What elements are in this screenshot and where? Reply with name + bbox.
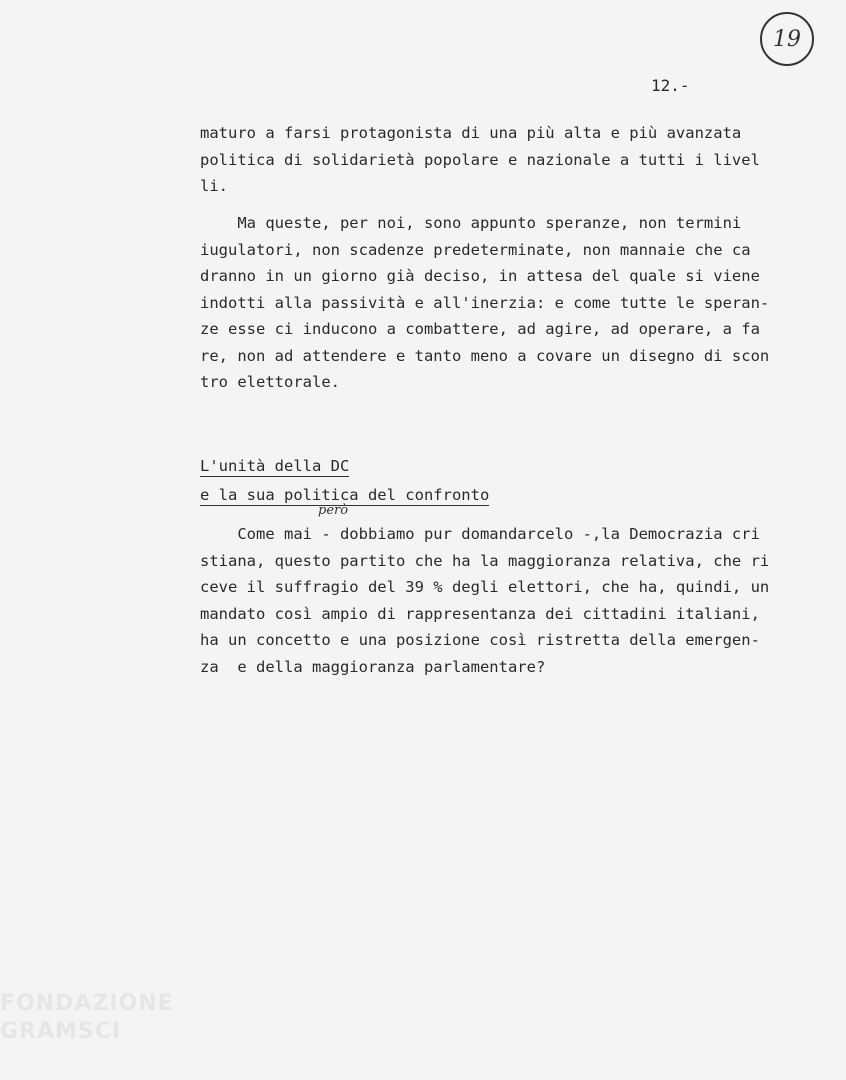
text-line: iugulatori, non scadenze predeterminate, non mannaie che ca — [200, 240, 751, 259]
text-line: maturo a farsi protagonista di una più alta e più avanzata — [200, 124, 742, 142]
archive-watermark — [0, 990, 230, 1046]
page-number: 12.- — [651, 76, 690, 95]
archive-page-stamp: 19 — [760, 12, 814, 66]
text-line: Ma queste, per noi, sono appunto speranze, non termini — [200, 214, 742, 232]
text-line: ceve il suffragio del 39 % degli elettori, che ha, quindi, un — [200, 578, 770, 596]
watermark-line: FONDAZIONE — [0, 991, 174, 1016]
watermark-line: GRAMSCI — [0, 1019, 122, 1044]
text-line: mandato così ampio di rappresentanza dei cittadini italiani, — [200, 604, 760, 623]
text-line: li. — [200, 177, 228, 195]
paragraph-1 — [200, 120, 820, 200]
text-line: stiana, questo partito che ha la maggioranza relativa, che ri — [200, 551, 770, 570]
text-line: za e della maggioranza parlamentare? — [200, 657, 546, 676]
text-line: ha un concetto e una posizione così ristretta della emergen- — [200, 631, 760, 649]
handwritten-insertion: però — [318, 503, 349, 518]
text-line: indotti alla passività e all'inerzia: e come tutte le speran- — [200, 293, 770, 312]
text-line: re, non ad attendere e tanto meno a covare un disegno di scon — [200, 346, 770, 365]
section-heading-line-1 — [200, 453, 349, 480]
text-line: Come mai - dobbiamo pur domandarcelo -,la Democrazia cri — [200, 525, 760, 543]
text-line: politica di solidarietà popolare e nazionale a tutti i livel — [200, 150, 760, 169]
text-line: ze esse ci inducono a combattere, ad agire, ad operare, a fa — [200, 320, 760, 338]
section-heading-text: L'unità della DC — [200, 457, 350, 475]
text-line: tro elettorale. — [200, 373, 340, 391]
paragraph-3 — [200, 521, 820, 680]
paragraph-2 — [200, 210, 820, 396]
section-heading-text: e la sua politica del confronto — [200, 486, 490, 504]
text-line: dranno in un giorno già deciso, in attesa del quale si viene — [200, 267, 760, 285]
